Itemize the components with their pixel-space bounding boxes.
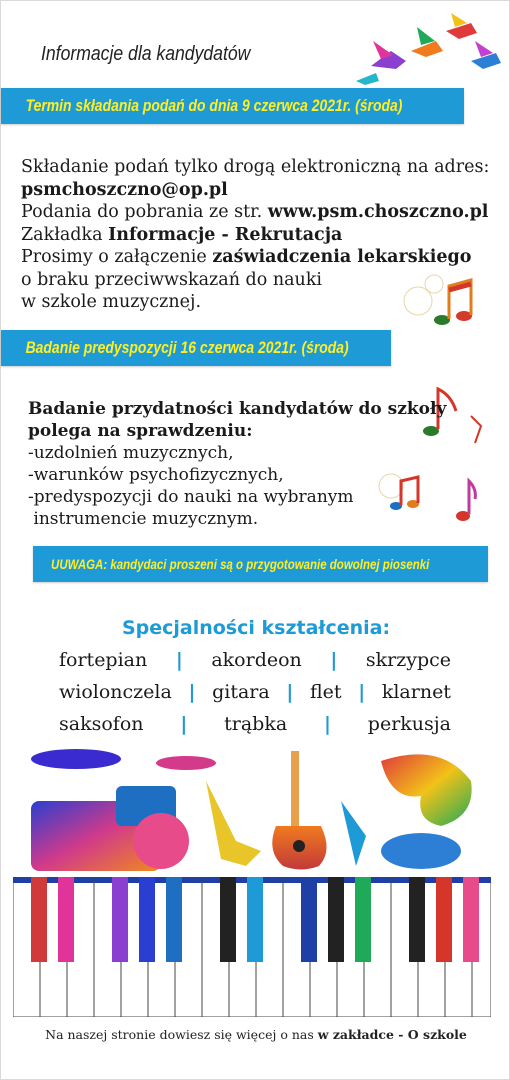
separator: | [330, 649, 338, 671]
application-line-7: w szkole muzycznej. [21, 292, 202, 312]
exam-item: instrumencie muzycznym. [28, 509, 259, 529]
specialization-item: saksofon [59, 713, 144, 735]
specializations-row [59, 713, 451, 735]
exam-banner [1, 330, 391, 366]
page-title: Informacje dla kandydatów [41, 43, 251, 65]
exam-banner-text: Badanie predyspozycji 16 czerwca 2021r. (środa) [25, 338, 349, 357]
specialization-item: fortepian [59, 649, 148, 671]
email-address: psmchoszczno@op.pl [21, 179, 228, 200]
exam-item: -predyspozycji do nauki na wybranym [28, 487, 354, 507]
separator: | [358, 681, 366, 703]
tab-prefix: Zakładka [21, 224, 109, 245]
separator: | [180, 713, 188, 735]
music-notes-icon [396, 256, 491, 336]
specialization-item: wiolonczela [59, 681, 172, 703]
footer-text [1, 1027, 510, 1042]
application-line-6: o braku przeciwwskazań do nauki [21, 269, 323, 290]
exam-item: -uzdolnień muzycznych, [28, 443, 234, 463]
separator: | [286, 681, 294, 703]
specializations-row [59, 681, 451, 703]
specializations-row [59, 649, 451, 671]
separator: | [175, 649, 183, 671]
birds-illustration [351, 11, 506, 91]
specializations-title: Specjalności kształcenia: [121, 617, 391, 639]
exam-heading-2: polega na sprawdzeniu: [28, 421, 253, 441]
exam-item: -warunków psychofizycznych, [28, 465, 284, 485]
specialization-item: akordeon [211, 649, 302, 671]
specialization-item: skrzypce [365, 649, 451, 671]
deadline-banner [1, 88, 464, 124]
separator: | [188, 681, 196, 703]
download-prefix: Podania do pobrania ze str. [21, 202, 268, 222]
deadline-banner-text: Termin składania podań do dnia 9 czerwca 2021r. (środa) [25, 96, 403, 115]
website-address: www.psm.choszczno.pl [267, 202, 489, 222]
tab-name: Informacje - Rekrutacja [108, 224, 343, 245]
application-line-1: Składanie podań tylko drogą elektroniczną na adres: [21, 157, 490, 177]
separator: | [324, 713, 331, 735]
specialization-item: perkusja [367, 713, 451, 735]
specialization-item: flet [310, 681, 342, 703]
instruments-illustration [21, 741, 491, 881]
exam-info [28, 398, 446, 530]
about-school-link[interactable]: w zakładce - O szkole [317, 1027, 467, 1042]
medical-certificate: zaświadczenia lekarskiego [212, 247, 472, 267]
specialization-item: gitara [212, 681, 270, 703]
specialization-item: trąbka [224, 713, 288, 735]
note-banner-text: UUWAGA: kandydaci proszeni są o przygotowanie dowolnej piosenki [51, 556, 430, 572]
attach-prefix: Prosimy o załączenie [21, 247, 213, 267]
footer-prefix: Na naszej stronie dowiesz się więcej o nas [45, 1027, 318, 1042]
note-banner [33, 546, 488, 582]
piano-keyboard-illustration [13, 877, 491, 1017]
exam-heading-1: Badanie przydatności kandydatów do szkoły [28, 399, 447, 419]
specialization-item: klarnet [381, 681, 451, 703]
